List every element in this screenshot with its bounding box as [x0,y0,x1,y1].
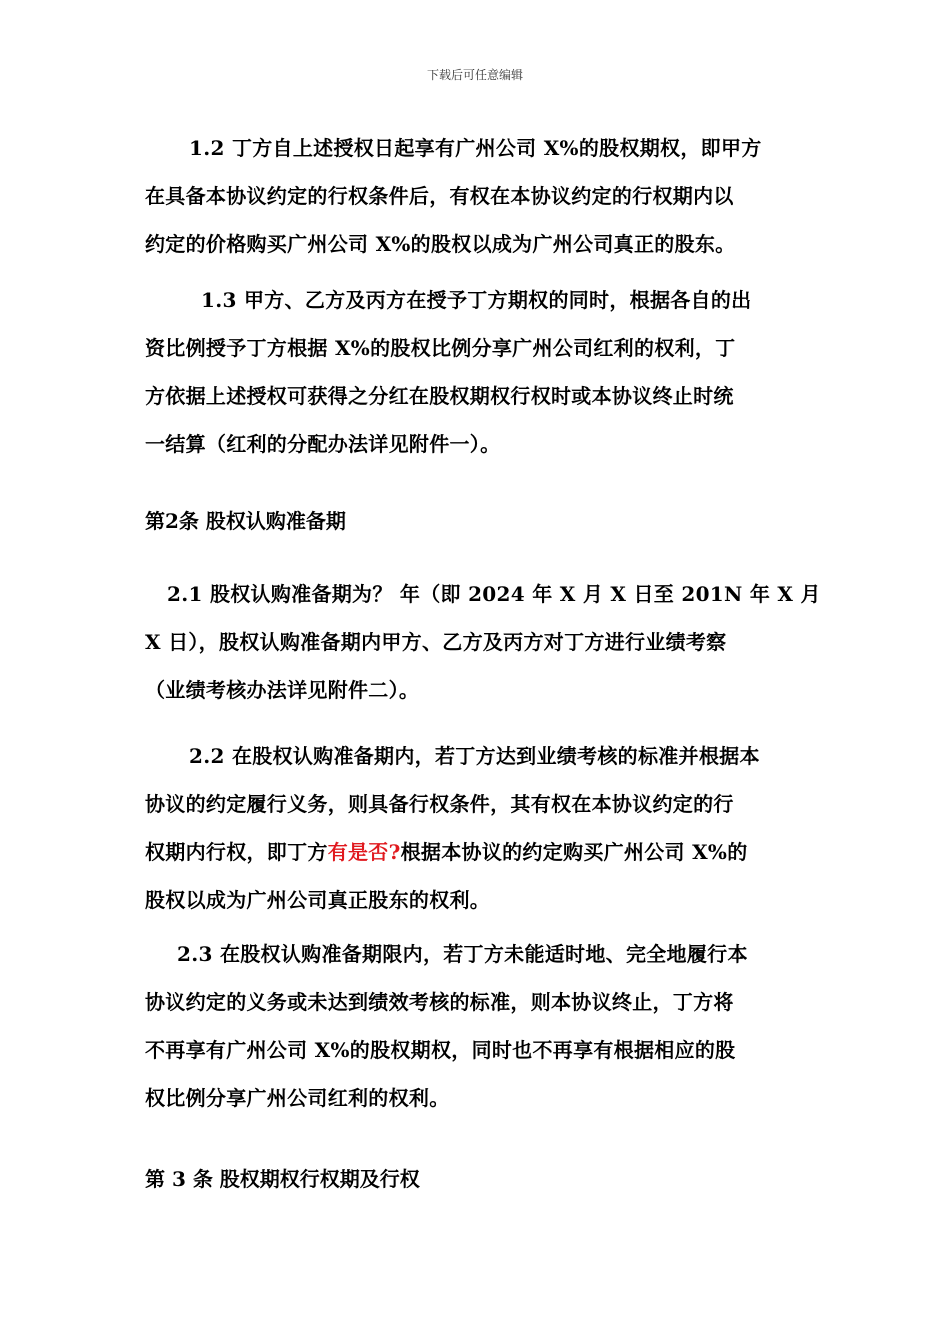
clause-1-2-line-1: 1.2 丁方自上述授权日起享有广州公司 X%的股权期权，即甲方 [189,136,762,160]
page-header: 下载后可任意编辑 [426,68,523,82]
clause-2-1-line-2: X 日），股权认购准备期内甲方、乙方及丙方对丁方进行业绩考察 [145,630,727,654]
article-3-heading: 第 3 条 股权期权行权期及行权 [145,1167,420,1191]
clause-1-2-line-3: 约定的价格购买广州公司 X%的股权以成为广州公司真正的股东。 [145,232,736,256]
clause-2-2-line-3-before: 权期内行权，即丁方 [145,840,328,864]
clause-2-2 [145,732,805,924]
clause-2-2-line-3-after: 根据本协议的约定购买广州公司 X%的 [400,840,748,864]
clause-1-3-line-3: 方依据上述授权可获得之分红在股权期权行权时或本协议终止时统 [145,384,734,408]
clause-2-2-line-4: 股权以成为广州公司真正股东的权利。 [145,888,491,912]
clause-1-3-line-1: 1.3 甲方、乙方及丙方在授予丁方期权的同时，根据各自的出 [201,288,752,312]
clause-1-3-line-2: 资比例授予丁方根据 X%的股权比例分享广州公司红利的权利，丁 [145,336,736,360]
clause-1-2 [145,124,805,268]
article-2-heading: 第2条 股权认购准备期 [145,509,346,533]
clause-2-3 [145,930,805,1122]
clause-2-3-line-4: 权比例分享广州公司红利的权利。 [145,1086,450,1110]
clause-2-3-line-2: 协议约定的义务或未达到绩效考核的标准，则本协议终止，丁方将 [145,990,734,1014]
clause-2-1-line-3: （业绩考核办法详见附件二）。 [145,678,420,702]
clause-1-3 [145,276,805,468]
clause-2-3-line-1: 2.3 在股权认购准备期限内，若丁方未能适时地、完全地履行本 [177,942,748,966]
clause-2-3-line-3: 不再享有广州公司 X%的股权期权，同时也不再享有根据相应的股 [145,1038,736,1062]
clause-2-1-line-1: 2.1 股权认购准备期为？ 年（即 2024 年 X 月 X 日至 201N 年 X 月 [167,582,821,606]
clause-1-3-line-4: 一结算（红利的分配办法详见附件一）。 [145,432,501,456]
clause-2-2-line-2: 协议的约定履行义务，则具备行权条件，其有权在本协议约定的行 [145,792,734,816]
clause-2-2-line-3 [145,828,805,876]
clause-2-1 [145,570,821,714]
clause-2-2-line-1: 2.2 在股权认购准备期内，若丁方达到业绩考核的标准并根据本 [189,744,760,768]
highlighted-query-text: 有是否? [327,840,401,864]
clause-1-2-line-2: 在具备本协议约定的行权条件后，有权在本协议约定的行权期内以 [145,184,734,208]
